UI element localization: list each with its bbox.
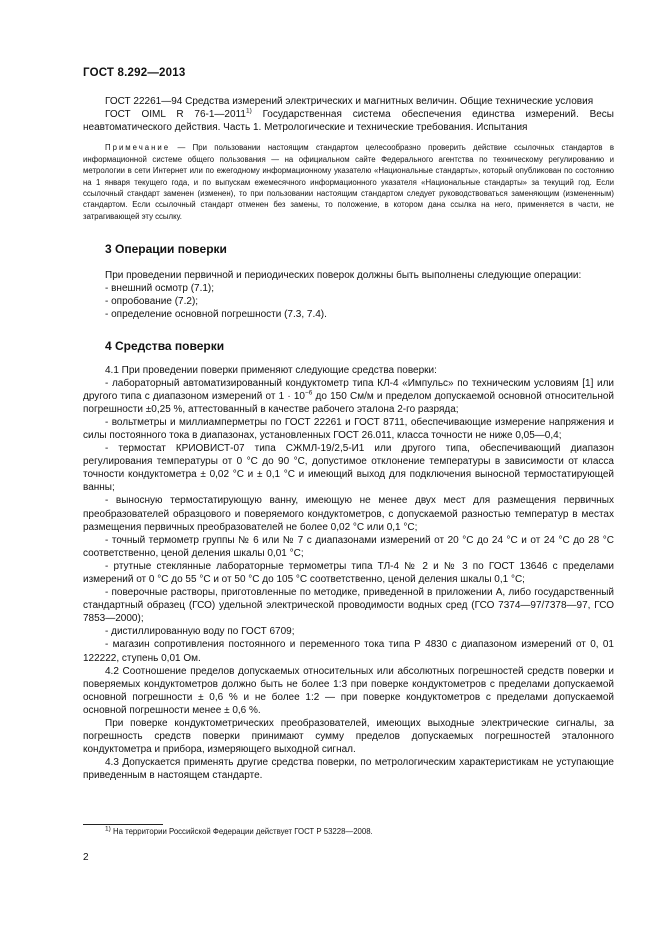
page-header-doc-code: ГОСТ 8.292—2013 [83,67,186,79]
clause-4-2: 4.2 Соотношение пределов допускаемых относительных или абсолютных погрешностей средств поверки и поверяемых кондуктометров должно быть не более 1:3 при поверке кондуктометров с пределами допускаемой основной погрешности ± 0,6 % и не более 1:2 — при поверке кондуктометров с пределами допускаемой основной погрешности менее ± 0,6 %. [83,665,614,716]
clause-4-2-continued: При поверке кондуктометрических преобразователей, имеющих выходные электрические сигналы, за погрешность средств поверки принимают сумму пределов допускаемых погрешностей эталонного кондуктометра и прибора, измеряющего выходной сигнал. [83,718,614,756]
clause-4-1: 4.1 При проведении поверки применяют следующие средства поверки: [105,364,437,376]
means-item-thermometer: - точный термометр группы № 6 или № 7 с диапазонами измерений от 20 °С до 24 °С и от 24 °С до 28 °С соответственно, ценой деления шкалы 0,01 °С; [83,534,614,559]
means-item-voltmeters: - вольтметры и миллиамперметры по ГОСТ 22261 и ГОСТ 8711, обеспечивающие измерение напряжения и силы постоянного тока в диапазонах, установленных ГОСТ 26.011, класса точности не ниже 0,05—0,4; [83,416,614,441]
footnote [105,826,373,837]
footnote-ref-mark: 1) [245,107,252,115]
footnote-divider [83,824,163,825]
means-item-water: - дистиллированную воду по ГОСТ 6709; [105,626,295,638]
clause-4-3: 4.3 Допускается применять другие средства поверки, по метрологическим характеристикам не уступающие приведенным в настоящем стандарте. [83,757,614,782]
page-content [83,95,614,783]
section-3-item: - опробование (7.2); [105,296,199,308]
exponent: −6 [304,389,313,397]
ref-gost-oiml-title: Государственная система обеспечения единства измерений. Весы неавтоматического действия. Часть 1. Метрологические и технические требования. Испытания [83,109,614,134]
means-item-thermostat: - термостат КРИОВИСТ-07 типа СЖМЛ-19/2,5-И1 или другого типа, обеспечивающий диапазон регулирования температуры от 0 °С до 90 °С, допустимое отклонение температуры в зависимости от класса точности кондуктометра ± 0,02 °С и ± 0,1 °С и имеющий выход для подключения выносной термостатирующей ванны; [83,443,614,494]
section-3-heading: 3 Операции поверки [105,242,227,257]
page-number: 2 [83,852,89,863]
means-item-solutions: - поверочные растворы, приготовленные по методике, приведенной в приложении А, либо государственный стандартный образец (ГСО) удельной электрической проводимости водных сред (ГСО 7374—97/7378—97, ГСО 7853—2000); [83,587,614,625]
note-paragraph [83,142,614,222]
means-item-resistance-box: - магазин сопротивления постоянного и переменного тока типа Р 4830 с диапазоном измерений от 0, 01 122222, ступень 0,01 Ом. [83,639,614,664]
ref-gost-oiml-code: ГОСТ OIML R 76-1—2011 [105,109,246,121]
section-3-item: - внешний осмотр (7.1); [105,283,215,295]
ref-gost-oiml [83,108,614,134]
means-item-conductometer-b: до 150 См/м и пределом допускаемой основной относительной погрешности ±0,25 %, аттестованный в качестве рабочего эталона 2-го разряда; [83,390,614,415]
ref-gost-22261: ГОСТ 22261—94 Средства измерений электрических и магнитных величин. Общие технические условия [105,96,594,107]
section-3-item: - определение основной погрешности (7.3, 7.4). [105,309,327,321]
means-item-conductometer-a: - лабораторный автоматизированный кондуктометр типа КЛ-4 «Импульс» по техническим условиям [1] или другого типа с диапазоном измерений от 1 · 10 [83,377,614,402]
footnote-mark: 1) [105,825,111,833]
section-3-intro: При проведении первичной и периодических поверок должны быть выполнены следующие операции: [105,270,582,282]
means-item-mercury-thermometers: - ртутные стеклянные лабораторные термометры типа ТЛ-4 № 2 и № 3 по ГОСТ 13646 с пределами измерений от 0 °С до 55 °С и от 50 °С до 105 °С соответственно, ценой деления шкалы 0,1 °С; [83,560,614,585]
note-text: — При пользовании настоящим стандартом целесообразно проверить действие ссылочных стандартов в информационной системе общего пользования — на официальном сайте Федерального агентства по техническому регулированию и метрологии в сети Интернет или по ежегодному информационному указателю «Национальные стандарты», который опубликован по состоянию на 1 января текущего года, и по выпускам ежемесячного информационного указателя «Национальные стандарты» за текущий год. Если ссылочный стандарт заменен (изменен), то при пользовании настоящим стандартом следует руководствоваться заменяющим (измененным) стандартом. Если ссылочный стандарт отменен без замены, то положение, в котором дана ссылка на него, применяется в части, не затрагивающей эту ссылку. [83,143,614,221]
means-item-bath: - выносную термостатирующую ванну, имеющую не менее двух мест для размещения первичных преобразователей образцового и поверяемого кондуктометров, с допускаемой разностью температур в местах размещения первичных преобразователей не более 0,02 °С или 0,1 °С; [83,495,614,533]
means-item-conductometer [83,377,614,416]
note-label: Примечание [105,143,171,153]
section-4-heading: 4 Средства поверки [105,338,225,353]
footnote-text: На территории Российской Федерации действует ГОСТ Р 53228—2008. [110,827,373,836]
